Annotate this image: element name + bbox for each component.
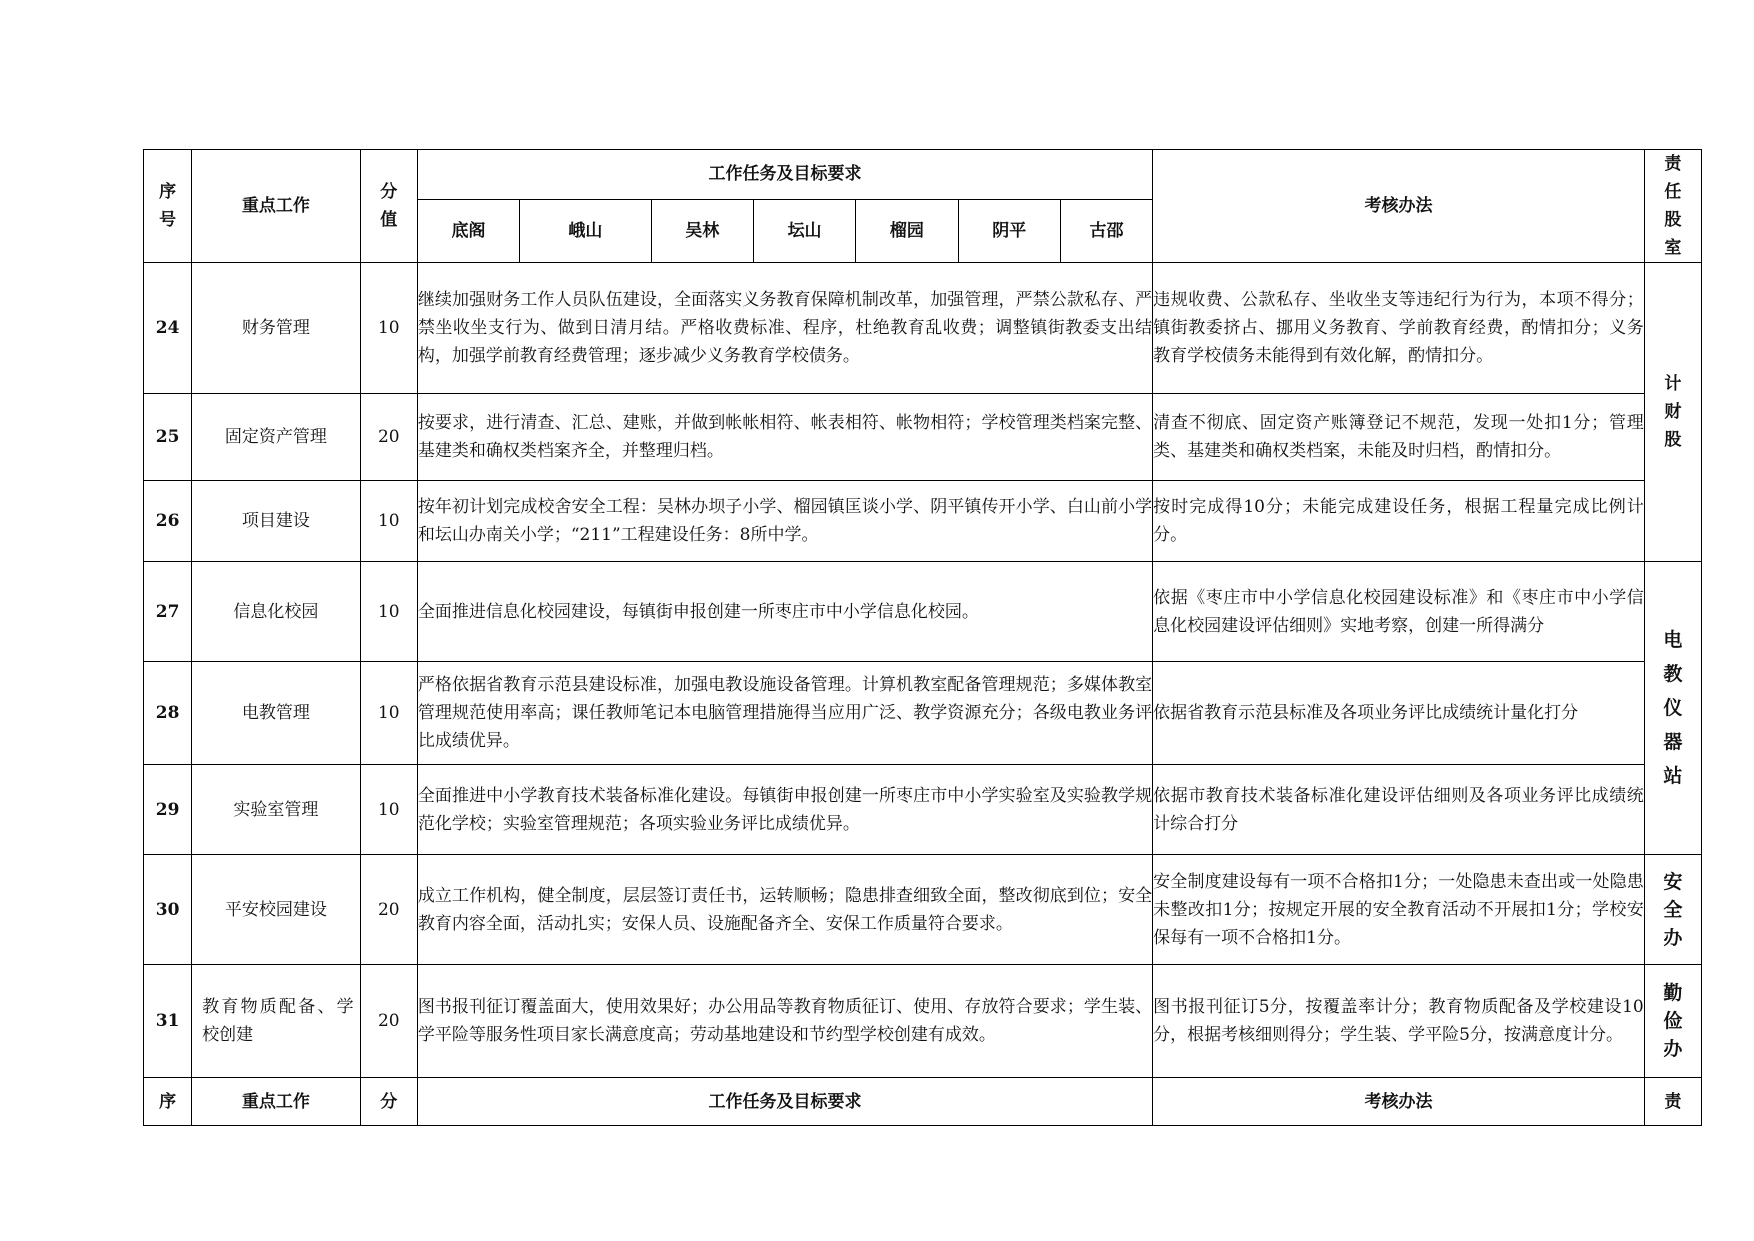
dept-char: 勤 <box>1663 982 1683 1004</box>
footer-seq: 序 <box>144 1078 192 1126</box>
dept-char: 器 <box>1663 731 1683 753</box>
dept-char: 电 <box>1663 629 1683 651</box>
row-task: 平安校园建设 <box>192 855 361 965</box>
footer-assess: 考核办法 <box>1153 1078 1645 1126</box>
table-row <box>144 662 1702 765</box>
row-assessment: 依据省教育示范县标准及各项业务评比成绩统计量化打分 <box>1153 662 1645 765</box>
table-row <box>144 855 1702 965</box>
row-assessment: 违规收费、公款私存、坐收坐支等违纪行为行为，本项不得分；镇街教委挤占、挪用义务教育、学前教育经费，酌情扣分；义务教育学校债务未能得到有效化解，酌情扣分。 <box>1153 263 1645 394</box>
dept-audio-visual <box>1644 562 1701 855</box>
table-row <box>144 263 1702 394</box>
row-no: 25 <box>144 394 192 481</box>
row-requirements: 按年初计划完成校舍安全工程：吴林办坝子小学、榴园镇匡谈小学、阴平镇传开小学、白山前小学和坛山办南关小学；“211”工程建设任务：8所中学。 <box>417 481 1152 562</box>
dept-char: 股 <box>1664 430 1682 450</box>
dept-char: 站 <box>1663 765 1683 787</box>
dept-char: 全 <box>1663 898 1683 921</box>
row-task: 教育物质配备、学校创建 <box>192 965 361 1078</box>
dept-safety <box>1644 855 1701 965</box>
table-row <box>144 765 1702 855</box>
row-no: 30 <box>144 855 192 965</box>
row-score: 10 <box>360 765 417 855</box>
row-assessment: 依据市教育技术装备标准化建设评估细则及各项业务评比成绩统计综合打分 <box>1153 765 1645 855</box>
dept-finance <box>1644 263 1701 562</box>
header-score-char: 分 <box>380 182 398 202</box>
work-assessment-table <box>143 149 1702 1126</box>
row-requirements: 严格依据省教育示范县建设标准，加强电教设施设备管理。计算机教室配备管理规范；多媒体教室管理规范使用率高；课任教师笔记本电脑管理措施得当应用广泛、教学资源充分；各级电教业务评比成绩优异。 <box>417 662 1152 765</box>
header-score-char: 值 <box>380 210 398 230</box>
footer-targets: 工作任务及目标要求 <box>417 1078 1152 1126</box>
header-row-top <box>144 150 1702 200</box>
header-seq-char: 号 <box>159 210 177 230</box>
row-task: 项目建设 <box>192 481 361 562</box>
header-dept-char: 股 <box>1664 210 1682 230</box>
row-task: 固定资产管理 <box>192 394 361 481</box>
row-task: 信息化校园 <box>192 562 361 662</box>
row-assessment: 图书报刊征订5分，按覆盖率计分；教育物质配备及学校建设10分，根据考核细则得分；学生装、学平险5分，按满意度计分。 <box>1153 965 1645 1078</box>
town-liuyuan: 榴园 <box>856 199 958 262</box>
dept-thrift <box>1644 965 1701 1078</box>
town-eshan: 峨山 <box>520 199 651 262</box>
row-requirements: 成立工作机构，健全制度，层层签订责任书，运转顺畅；隐患排查细致全面，整改彻底到位；安全教育内容全面，活动扎实；安保人员、设施配备齐全、安保工作质量符合要求。 <box>417 855 1152 965</box>
row-score: 10 <box>360 481 417 562</box>
footer-score: 分 <box>360 1078 417 1126</box>
footer-task: 重点工作 <box>192 1078 361 1126</box>
footer-dept: 责 <box>1644 1078 1701 1126</box>
row-assessment: 按时完成得10分；未能完成建设任务，根据工程量完成比例计分。 <box>1153 481 1645 562</box>
row-score: 20 <box>360 965 417 1078</box>
dept-char: 办 <box>1663 1038 1683 1060</box>
town-yinping: 阴平 <box>958 199 1060 262</box>
row-requirements: 全面推进中小学教育技术装备标准化建设。每镇街申报创建一所枣庄市中小学实验室及实验教学规范化学校；实验室管理规范；各项实验业务评比成绩优异。 <box>417 765 1152 855</box>
dept-char: 教 <box>1663 663 1683 685</box>
dept-char: 安 <box>1663 870 1683 893</box>
town-diige: 底阁 <box>417 199 519 262</box>
row-score: 20 <box>360 394 417 481</box>
row-requirements: 图书报刊征订覆盖面大，使用效果好；办公用品等教育物质征订、使用、存放符合要求；学生装、学平险等服务性项目家长满意度高；劳动基地建设和节约型学校创建有成效。 <box>417 965 1152 1078</box>
header-seq <box>144 150 192 263</box>
row-assessment: 依据《枣庄市中小学信息化校园建设标准》和《枣庄市中小学信息化校园建设评估细则》实地考察，创建一所得满分 <box>1153 562 1645 662</box>
header-seq-char: 序 <box>159 182 177 202</box>
row-score: 10 <box>360 263 417 394</box>
row-assessment: 清查不彻底、固定资产账簿登记不规范，发现一处扣1分；管理类、基建类和确权类档案，未能及时归档，酌情扣分。 <box>1153 394 1645 481</box>
header-dept <box>1644 150 1701 263</box>
row-assessment: 安全制度建设每有一项不合格扣1分；一处隐患未查出或一处隐患未整改扣1分；按规定开展的安全教育活动不开展扣1分；学校安保每有一项不合格扣1分。 <box>1153 855 1645 965</box>
dept-char: 仪 <box>1663 697 1683 719</box>
header-dept-char: 任 <box>1664 182 1682 202</box>
row-task: 财务管理 <box>192 263 361 394</box>
header-dept-char: 责 <box>1664 154 1682 174</box>
header-score <box>360 150 417 263</box>
table-row <box>144 394 1702 481</box>
row-score: 10 <box>360 562 417 662</box>
dept-char: 办 <box>1663 926 1683 949</box>
row-no: 26 <box>144 481 192 562</box>
row-task: 电教管理 <box>192 662 361 765</box>
dept-char: 俭 <box>1663 1010 1683 1032</box>
header-task: 重点工作 <box>192 150 361 263</box>
row-no: 29 <box>144 765 192 855</box>
town-gushao: 古邵 <box>1060 199 1152 262</box>
dept-char: 计 <box>1664 374 1682 394</box>
dept-char: 财 <box>1664 402 1682 422</box>
town-wulin: 吴林 <box>651 199 753 262</box>
table-row <box>144 562 1702 662</box>
row-score: 20 <box>360 855 417 965</box>
header-assess: 考核办法 <box>1153 150 1645 263</box>
row-no: 27 <box>144 562 192 662</box>
row-requirements: 按要求，进行清查、汇总、建账，并做到帐帐相符、帐表相符、帐物相符；学校管理类档案完整、基建类和确权类档案齐全，并整理归档。 <box>417 394 1152 481</box>
row-task: 实验室管理 <box>192 765 361 855</box>
town-tanshan: 坛山 <box>753 199 855 262</box>
row-no: 31 <box>144 965 192 1078</box>
header-dept-char: 室 <box>1664 238 1682 258</box>
row-score: 10 <box>360 662 417 765</box>
row-no: 28 <box>144 662 192 765</box>
table-row <box>144 965 1702 1078</box>
row-requirements: 继续加强财务工作人员队伍建设，全面落实义务教育保障机制改革，加强管理，严禁公款私存、严禁坐收坐支行为、做到日清月结。严格收费标准、程序，杜绝教育乱收费；调整镇街教委支出结构，加强学前教育经费管理；逐步减少义务教育学校债务。 <box>417 263 1152 394</box>
header-targets: 工作任务及目标要求 <box>417 150 1152 200</box>
row-requirements: 全面推进信息化校园建设，每镇街申报创建一所枣庄市中小学信息化校园。 <box>417 562 1152 662</box>
table-row <box>144 481 1702 562</box>
footer-header-row <box>144 1078 1702 1126</box>
row-no: 24 <box>144 263 192 394</box>
